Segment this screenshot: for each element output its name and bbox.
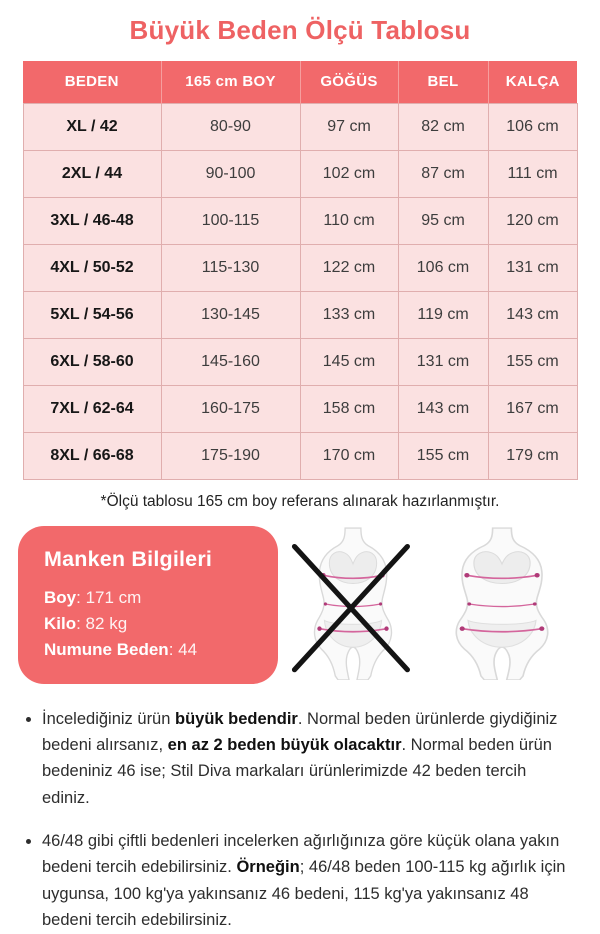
table-row <box>23 103 577 150</box>
size-cell: 5XL / 54-56 <box>23 291 161 338</box>
size-cell: 158 cm <box>300 385 398 432</box>
size-cell: 155 cm <box>398 432 488 479</box>
size-table-header <box>23 61 577 103</box>
table-row <box>23 244 577 291</box>
header-cell: GÖĞÜS <box>300 61 398 103</box>
correct-measurement-figure <box>428 526 576 680</box>
model-info-title: Manken Bilgileri <box>44 546 213 571</box>
size-cell: 179 cm <box>488 432 577 479</box>
table-row <box>23 291 577 338</box>
size-table-body <box>23 103 577 479</box>
page-title: Büyük Beden Ölçü Tablosu <box>129 15 471 45</box>
size-cell: 3XL / 46-48 <box>23 197 161 244</box>
table-row <box>23 432 577 479</box>
size-cell: 145-160 <box>161 338 300 385</box>
model-info-card <box>18 526 278 684</box>
header-cell: BEDEN <box>23 61 161 103</box>
header-cell: BEL <box>398 61 488 103</box>
size-cell: 143 cm <box>398 385 488 432</box>
size-cell: 120 cm <box>488 197 577 244</box>
notes-list <box>22 706 578 934</box>
size-cell: 122 cm <box>300 244 398 291</box>
size-cell: 100-115 <box>161 197 300 244</box>
size-cell: 145 cm <box>300 338 398 385</box>
model-info-section <box>18 526 582 684</box>
header-cell: 165 cm BOY <box>161 61 300 103</box>
size-cell: 102 cm <box>300 150 398 197</box>
info-notes <box>22 706 578 934</box>
size-cell: 131 cm <box>398 338 488 385</box>
size-cell: 106 cm <box>488 103 577 150</box>
size-cell: 155 cm <box>488 338 577 385</box>
crossed-body-figure-icon <box>284 526 422 680</box>
size-cell: 7XL / 62-64 <box>23 385 161 432</box>
note-item: • İncelediğiniz ürün büyük bedendir. Normal beden ürünlerde giydiğiniz bedeni alırsanız, en az 2 beden büyük olacaktır. Normal beden ürün bedeniniz 46 ise; Stil Diva markaları ürünlerimizde 42 beden tercih ediniz. <box>42 706 578 812</box>
size-cell: 8XL / 66-68 <box>23 432 161 479</box>
model-info-fields <box>44 585 254 664</box>
header-row <box>23 61 577 103</box>
wrong-measurement-figure <box>284 526 422 680</box>
body-measurement-figure-icon <box>428 526 576 680</box>
size-cell: 167 cm <box>488 385 577 432</box>
model-info-field: Kilo: 82 kg <box>44 613 128 633</box>
size-cell: 143 cm <box>488 291 577 338</box>
table-row <box>23 197 577 244</box>
table-row <box>23 150 577 197</box>
size-cell: 115-130 <box>161 244 300 291</box>
size-cell: 4XL / 50-52 <box>23 244 161 291</box>
size-cell: 119 cm <box>398 291 488 338</box>
size-cell: 110 cm <box>300 197 398 244</box>
size-cell: 2XL / 44 <box>23 150 161 197</box>
note-item: • 46/48 gibi çiftli bedenleri incelerken ağırlığınıza göre küçük olana yakın bedeni tercih edebilirsiniz. Örneğin; 46/48 beden 100-115 kg ağırlık için uygunsa, 100 kg'ya yakınsanız 46 bedeni, 115 kg'ya yakınsanız 48 bedeni tercih edebilirsiniz. <box>42 828 578 934</box>
size-cell: 6XL / 58-60 <box>23 338 161 385</box>
table-row <box>23 338 577 385</box>
size-cell: 160-175 <box>161 385 300 432</box>
size-table <box>23 61 578 480</box>
header-cell: KALÇA <box>488 61 577 103</box>
model-info-field: Boy: 171 cm <box>44 587 142 607</box>
size-cell: 131 cm <box>488 244 577 291</box>
size-cell: 106 cm <box>398 244 488 291</box>
size-cell: 170 cm <box>300 432 398 479</box>
model-info-field: Numune Beden: 44 <box>44 640 198 660</box>
size-chart-page <box>0 15 600 930</box>
size-cell: XL / 42 <box>23 103 161 150</box>
size-cell: 175-190 <box>161 432 300 479</box>
size-cell: 82 cm <box>398 103 488 150</box>
size-cell: 130-145 <box>161 291 300 338</box>
size-cell: 95 cm <box>398 197 488 244</box>
size-cell: 97 cm <box>300 103 398 150</box>
size-cell: 87 cm <box>398 150 488 197</box>
size-cell: 111 cm <box>488 150 577 197</box>
table-footnote: *Ölçü tablosu 165 cm boy referans alınarak hazırlanmıştır. <box>100 492 500 510</box>
size-cell: 90-100 <box>161 150 300 197</box>
table-row <box>23 385 577 432</box>
measurement-figures <box>278 526 582 680</box>
size-cell: 133 cm <box>300 291 398 338</box>
size-cell: 80-90 <box>161 103 300 150</box>
